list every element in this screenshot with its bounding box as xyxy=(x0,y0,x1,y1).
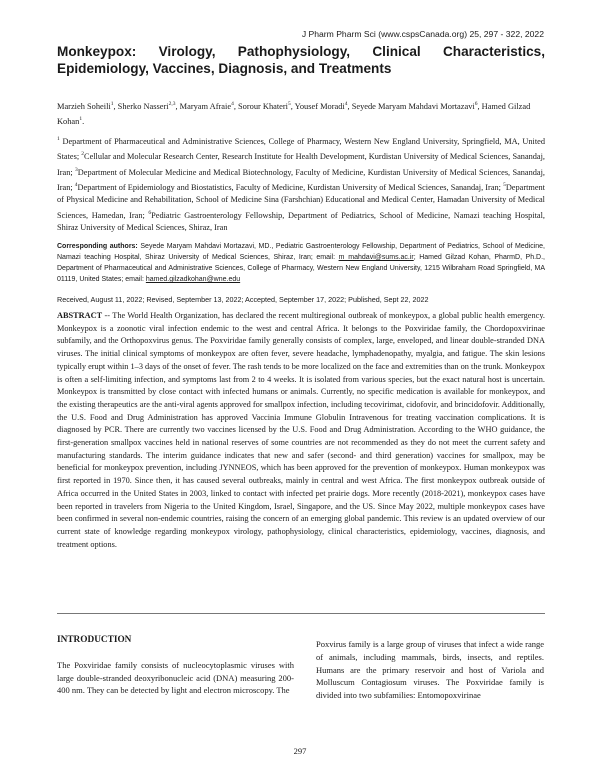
corresponding-authors: Corresponding authors: Seyede Maryam Mahdavi Mortazavi, MD., Pediatric Gastroenterology Fellowship, Department of Pediatrics, School of Medicine, Namazi teaching Hospital, Shiraz University of Medical Sciences, Shiraz, Iran; email: m_mahdavi@sums.ac.ir; Hamed Gilzad Kohan, PharmD, Ph.D., Department of Pharmaceutical and Administrative Sciences, College of Pharmacy, Western New England University, 1215 Wilbraham Road Springfield, MA 01119, United States; email: hamed.gilzadkohan@wne.edu xyxy=(57,243,545,283)
section-divider xyxy=(57,613,545,614)
author: Hamed Gilzad Kohan$^1$. xyxy=(57,101,531,127)
author: Seyede Maryam Mahdavi Mortazavi$^6$, xyxy=(351,101,482,111)
author-list xyxy=(57,98,545,129)
affiliations: $^1$ Department of Pharmaceutical and Administrative Sciences, College of Pharmacy, Western New England University, Springfield, MA, United States; $^2$Cellular and Molecular Research Center, Research Institute for Health Development, Kurdistan University of Medical Sciences, Sanandaj, Iran; $^3$Department of Molecular Medicine and Medical Biotechnology, Faculty of Medicine, Kurdistan University of Medical Sciences, Sanandaj, Iran; $^4$Department of Epidemiology and Biostatistics, Faculty of Medicine, Kurdistan University of Medical Sciences, Sanandaj, Iran; $^5$Department of Physical Medicine and Rehabilitation, School of Medicine Sina (Farshchian) Educational and Medical Center, Hamadan University of Medical Sciences, Hamedan, Iran; $^6$Pediatric Gastroenterology Fellowship, Department of Pediatrics, School of Medicine, Namazi teaching Hospital, Shiraz University of Medical Sciences, Shiraz, Iran xyxy=(57,136,545,232)
author: Maryam Afraie$^4$, xyxy=(179,101,238,111)
left-column xyxy=(57,634,294,697)
author: Sorour Khateri$^5$, xyxy=(238,101,295,111)
right-column: Poxvirus family is a large group of viruses that infect a wide range of animals, including mammals, birds, insects, and reptiles. Humans are the primary reservoir and host of Variola and Molluscum Contagiosum viruses. The Poxviridae family is divided into two subfamilies: Entomopoxvirinae xyxy=(316,639,544,701)
publication-dates: Received, August 11, 2022; Revised, September 13, 2022; Accepted, September 17, 2022; Published, Sept 22, 2022 xyxy=(57,295,429,304)
abstract xyxy=(57,310,545,551)
author: Marzieh Soheili$^1$, xyxy=(57,101,118,111)
section-heading: INTRODUCTION xyxy=(57,635,132,645)
author: Sherko Nasseri$^{2,3}$, xyxy=(117,101,180,111)
email-link[interactable]: m_mahdavi@sums.ac.ir xyxy=(338,254,414,261)
page-number: 297 xyxy=(293,746,307,756)
body-paragraph: The Poxviridae family consists of nucleocytoplasmic viruses with large double-stranded deoxyribonucleic acid (DNA) measuring 200-400 nm. They can be detected by light and electron microscopy. The xyxy=(57,659,294,696)
journal-header: J Pharm Pharm Sci (www.cspsCanada.org) 25, 297 - 322, 2022 xyxy=(301,29,544,39)
email-link[interactable]: hamed.gilzadkohan@wne.edu xyxy=(145,276,241,283)
abstract-text: -- The World Health Organization, has declared the recent multiregional outbreak of monkeypox, a global public health emergency. Monkeypox is a zoonotic viral infection endemic to the west and central Africa. It belongs to the Poxviridae family, the Chordopoxvirinae subfamily, and the Orthopoxvirus genus. The Poxviridae family generally consists of complex, large, enveloped, and linear double-stranded DNA viruses. The initial clinical symptoms of monkeypox are often fever, severe headache, lymphadenopathy, myalgia, and fatigue. The skin lesions typically erupt within 1–3 days of the onset of fever. The rash tends to be more localized on the face and extremities than on the trunk. Monkeypox is often a self-limiting infection, and symptoms last from 2 to 4 weeks. It is isolated from various species, but the exact natural host is uncertain. Monkeypox is transmitted by close contact with infected humans or animals. Currently, no specific medication is available for monkeypox, and the existing therapeutics are the anti-viral agents approved for smallpox infection, including tecovirimat, cidofovir, and brincidofovir. Additionally, the U.S. Food and Drug Administration has approved Vaccinia Immune Globulin Intravenous for treating vaccination complications. It is diagnosed by PCR. There are currently two vaccines licensed by the U.S. Food and Drug Administration. According to the WHO guidance, the first-generation smallpox vaccines held in national reserves of some countries are not recommended as they do not meet the current safety and manufacturing standards. The interim guidance indicates that new and safer (second- and third generation) vaccines for smallpox, may be beneficial for monkeypox prevention, including JYNNEOS, which has been approved for the prevention of monkeypox. Human monkeypox was first reported in 1970. Since then, it has caused several outbreaks, mainly in central and west Africa. The first monkeypox outbreak outside of Africa occurred in the United States in 2003, linked to contact with infected pet prairie dogs. More recently (2018-2021), monkeypox cases have been reported in travelers from Nigeria to the United Kingdom, Israel, Singapore, and the US. Since May 2022, multiple monkeypox cases have been confirmed in several non-endemic countries, raising the concern of an emerging global pandemic. This review is an updated overview of our current state of knowledge regarding monkeypox virology, pathophysiology, clinical characteristics, epidemiology, vaccines, diagnosis, and treatment options. xyxy=(57,311,545,549)
article-title: Monkeypox: Virology, Pathophysiology, Clinical Characteristics, Epidemiology, Vaccines, Diagnosis, and Treatments xyxy=(57,44,545,76)
author: Yousef Moradi$^4$, xyxy=(294,101,352,111)
abstract-label: ABSTRACT xyxy=(57,311,103,320)
